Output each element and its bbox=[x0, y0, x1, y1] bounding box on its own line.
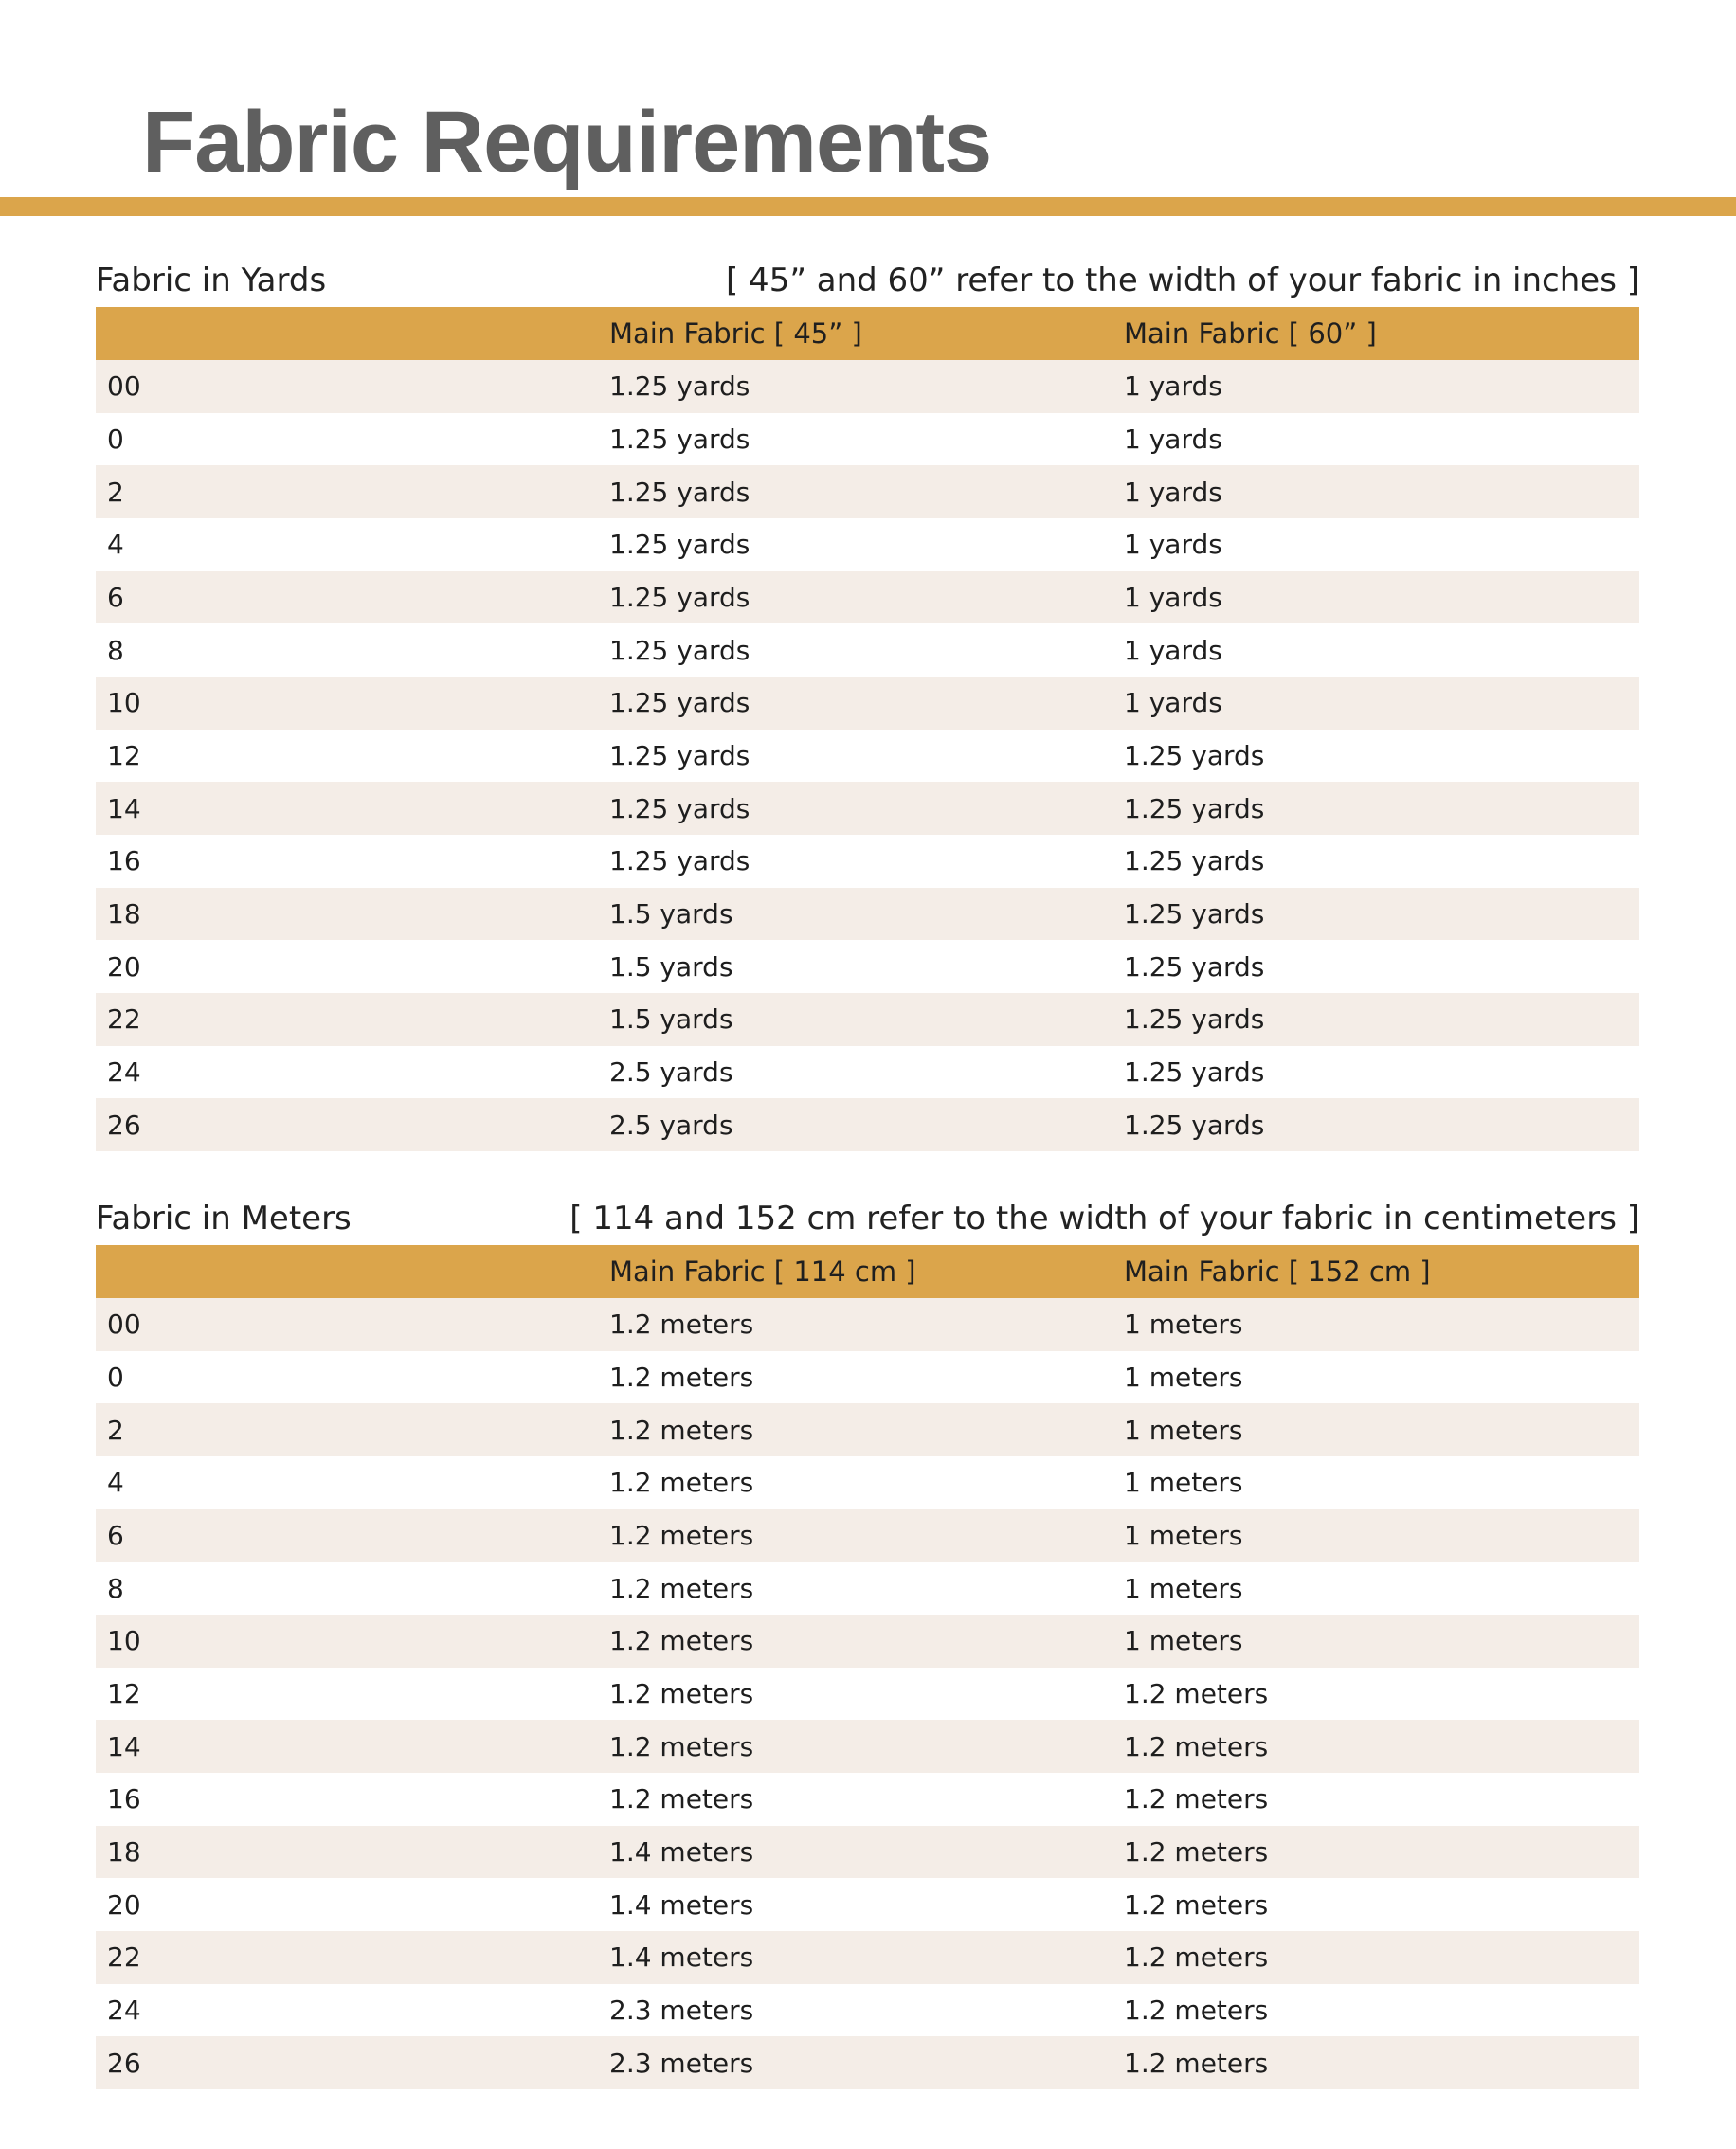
size-cell: 20 bbox=[107, 1888, 141, 1921]
size-cell: 12 bbox=[107, 739, 141, 771]
size-cell: 6 bbox=[107, 581, 124, 613]
main-fabric-45-header: Main Fabric [ 45” ] bbox=[609, 317, 862, 350]
size-cell: 8 bbox=[107, 1572, 124, 1604]
meters-width-note: [ 114 and 152 cm refer to the width of your fabric in centimeters ] bbox=[570, 1200, 1639, 1237]
table-row bbox=[96, 1615, 1639, 1668]
size-cell: 14 bbox=[107, 1730, 141, 1762]
table-row bbox=[96, 623, 1639, 677]
table-row bbox=[96, 1562, 1639, 1615]
fabric-wide-2-cell: 1.25 yards bbox=[1124, 1056, 1265, 1088]
table-row bbox=[96, 1826, 1639, 1879]
table-row bbox=[96, 571, 1639, 624]
table-row bbox=[96, 1351, 1639, 1404]
table-row bbox=[96, 677, 1639, 730]
size-cell: 10 bbox=[107, 687, 141, 719]
meters-section bbox=[96, 1192, 1639, 2089]
fabric-wide-2-cell: 1.2 meters bbox=[1124, 1783, 1269, 1815]
fabric-wide-1-cell: 1.25 yards bbox=[609, 739, 750, 771]
fabric-wide-1-cell: 1.25 yards bbox=[609, 845, 750, 877]
meters-table bbox=[96, 1245, 1639, 2089]
size-cell: 4 bbox=[107, 529, 124, 561]
size-cell: 20 bbox=[107, 950, 141, 983]
size-cell: 16 bbox=[107, 1783, 141, 1815]
size-cell: 6 bbox=[107, 1519, 124, 1551]
size-cell: 14 bbox=[107, 792, 141, 824]
size-cell: 8 bbox=[107, 634, 124, 666]
table-row bbox=[96, 1984, 1639, 2037]
table-row bbox=[96, 730, 1639, 783]
yards-table bbox=[96, 307, 1639, 1151]
table-row bbox=[96, 518, 1639, 571]
fabric-wide-1-cell: 2.3 meters bbox=[609, 1994, 754, 2026]
size-cell: 4 bbox=[107, 1467, 124, 1499]
fabric-wide-2-cell: 1.25 yards bbox=[1124, 845, 1265, 877]
fabric-wide-2-cell: 1 meters bbox=[1124, 1467, 1243, 1499]
table-row bbox=[96, 888, 1639, 941]
size-cell: 22 bbox=[107, 1941, 141, 1974]
fabric-wide-2-cell: 1 meters bbox=[1124, 1572, 1243, 1604]
fabric-wide-1-cell: 1.4 meters bbox=[609, 1941, 754, 1974]
fabric-wide-1-cell: 1.2 meters bbox=[609, 1467, 754, 1499]
fabric-wide-1-cell: 1.5 yards bbox=[609, 950, 733, 983]
size-cell: 2 bbox=[107, 476, 124, 508]
size-cell: 0 bbox=[107, 1361, 124, 1393]
table-row bbox=[96, 360, 1639, 413]
fabric-wide-1-cell: 1.25 yards bbox=[609, 476, 750, 508]
fabric-wide-1-cell: 1.5 yards bbox=[609, 1003, 733, 1036]
fabric-wide-2-cell: 1.25 yards bbox=[1124, 1003, 1265, 1036]
fabric-wide-1-cell: 2.5 yards bbox=[609, 1109, 733, 1141]
fabric-wide-2-cell: 1 meters bbox=[1124, 1361, 1243, 1393]
fabric-wide-1-cell: 1.4 meters bbox=[609, 1888, 754, 1921]
table-row bbox=[96, 1298, 1639, 1351]
page-title: Fabric Requirements bbox=[142, 94, 992, 190]
size-cell: 26 bbox=[107, 2047, 141, 2079]
main-fabric-60-header: Main Fabric [ 60” ] bbox=[1124, 317, 1377, 350]
fabric-wide-2-cell: 1 yards bbox=[1124, 634, 1222, 666]
fabric-wide-1-cell: 1.25 yards bbox=[609, 423, 750, 455]
fabric-wide-2-cell: 1.25 yards bbox=[1124, 950, 1265, 983]
size-cell: 12 bbox=[107, 1677, 141, 1709]
fabric-wide-2-cell: 1 meters bbox=[1124, 1625, 1243, 1657]
table-row bbox=[96, 1403, 1639, 1456]
fabric-wide-2-cell: 1 yards bbox=[1124, 687, 1222, 719]
size-cell: 18 bbox=[107, 1835, 141, 1868]
fabric-wide-2-cell: 1 meters bbox=[1124, 1519, 1243, 1551]
size-cell: 18 bbox=[107, 897, 141, 930]
fabric-wide-1-cell: 1.2 meters bbox=[609, 1309, 754, 1341]
size-cell: 10 bbox=[107, 1625, 141, 1657]
fabric-wide-2-cell: 1.25 yards bbox=[1124, 739, 1265, 771]
fabric-wide-1-cell: 1.2 meters bbox=[609, 1414, 754, 1446]
table-row bbox=[96, 782, 1639, 835]
fabric-wide-2-cell: 1.2 meters bbox=[1124, 1677, 1269, 1709]
fabric-wide-2-cell: 1 yards bbox=[1124, 423, 1222, 455]
table-row bbox=[96, 940, 1639, 993]
fabric-wide-1-cell: 2.3 meters bbox=[609, 2047, 754, 2079]
meters-table-header bbox=[96, 1245, 1639, 1298]
fabric-wide-2-cell: 1 yards bbox=[1124, 581, 1222, 613]
fabric-wide-1-cell: 1.5 yards bbox=[609, 897, 733, 930]
main-fabric-114-header: Main Fabric [ 114 cm ] bbox=[609, 1255, 916, 1288]
table-row bbox=[96, 1668, 1639, 1721]
fabric-wide-1-cell: 1.4 meters bbox=[609, 1835, 754, 1868]
fabric-wide-2-cell: 1.2 meters bbox=[1124, 2047, 1269, 2079]
yards-table-header bbox=[96, 307, 1639, 360]
fabric-wide-2-cell: 1.2 meters bbox=[1124, 1730, 1269, 1762]
fabric-wide-1-cell: 1.25 yards bbox=[609, 581, 750, 613]
table-row bbox=[96, 465, 1639, 518]
fabric-wide-2-cell: 1.2 meters bbox=[1124, 1994, 1269, 2026]
fabric-wide-1-cell: 2.5 yards bbox=[609, 1056, 733, 1088]
fabric-wide-2-cell: 1.25 yards bbox=[1124, 1109, 1265, 1141]
yards-section-title: Fabric in Yards bbox=[96, 262, 327, 299]
fabric-wide-1-cell: 1.2 meters bbox=[609, 1519, 754, 1551]
table-row bbox=[96, 1720, 1639, 1773]
fabric-wide-1-cell: 1.25 yards bbox=[609, 529, 750, 561]
size-cell: 00 bbox=[107, 1309, 141, 1341]
meters-table-body bbox=[96, 1298, 1639, 2089]
fabric-wide-1-cell: 1.25 yards bbox=[609, 792, 750, 824]
meters-section-header bbox=[96, 1192, 1639, 1245]
size-cell: 16 bbox=[107, 845, 141, 877]
size-column-header bbox=[96, 1245, 609, 1298]
table-row bbox=[96, 1509, 1639, 1562]
fabric-wide-2-cell: 1 yards bbox=[1124, 370, 1222, 403]
table-row bbox=[96, 1046, 1639, 1099]
size-cell: 2 bbox=[107, 1414, 124, 1446]
size-cell: 0 bbox=[107, 423, 124, 455]
table-row bbox=[96, 1456, 1639, 1509]
accent-rule bbox=[0, 197, 1736, 216]
yards-width-note: [ 45” and 60” refer to the width of your fabric in inches ] bbox=[725, 262, 1639, 299]
fabric-wide-2-cell: 1.2 meters bbox=[1124, 1835, 1269, 1868]
size-cell: 24 bbox=[107, 1994, 141, 2026]
table-row bbox=[96, 2036, 1639, 2089]
fabric-wide-1-cell: 1.2 meters bbox=[609, 1625, 754, 1657]
fabric-wide-1-cell: 1.25 yards bbox=[609, 687, 750, 719]
table-row bbox=[96, 1773, 1639, 1826]
table-row bbox=[96, 413, 1639, 466]
size-column-header bbox=[96, 307, 609, 360]
fabric-wide-1-cell: 1.25 yards bbox=[609, 634, 750, 666]
table-row bbox=[96, 1878, 1639, 1931]
fabric-wide-1-cell: 1.2 meters bbox=[609, 1783, 754, 1815]
fabric-wide-1-cell: 1.2 meters bbox=[609, 1361, 754, 1393]
fabric-wide-2-cell: 1.25 yards bbox=[1124, 792, 1265, 824]
size-cell: 22 bbox=[107, 1003, 141, 1036]
size-cell: 26 bbox=[107, 1109, 141, 1141]
table-row bbox=[96, 993, 1639, 1046]
yards-section bbox=[96, 254, 1639, 1151]
main-fabric-152-header: Main Fabric [ 152 cm ] bbox=[1124, 1255, 1431, 1288]
table-row bbox=[96, 1098, 1639, 1151]
table-row bbox=[96, 1931, 1639, 1984]
fabric-wide-2-cell: 1 yards bbox=[1124, 529, 1222, 561]
meters-section-title: Fabric in Meters bbox=[96, 1200, 352, 1237]
fabric-wide-1-cell: 1.2 meters bbox=[609, 1572, 754, 1604]
fabric-wide-2-cell: 1.25 yards bbox=[1124, 897, 1265, 930]
fabric-wide-2-cell: 1.2 meters bbox=[1124, 1888, 1269, 1921]
fabric-wide-2-cell: 1 yards bbox=[1124, 476, 1222, 508]
fabric-wide-2-cell: 1 meters bbox=[1124, 1309, 1243, 1341]
size-cell: 00 bbox=[107, 370, 141, 403]
size-cell: 24 bbox=[107, 1056, 141, 1088]
fabric-wide-2-cell: 1.2 meters bbox=[1124, 1941, 1269, 1974]
fabric-wide-1-cell: 1.2 meters bbox=[609, 1730, 754, 1762]
yards-table-body bbox=[96, 360, 1639, 1151]
table-row bbox=[96, 835, 1639, 888]
yards-section-header bbox=[96, 254, 1639, 307]
fabric-wide-1-cell: 1.2 meters bbox=[609, 1677, 754, 1709]
fabric-wide-1-cell: 1.25 yards bbox=[609, 370, 750, 403]
fabric-wide-2-cell: 1 meters bbox=[1124, 1414, 1243, 1446]
